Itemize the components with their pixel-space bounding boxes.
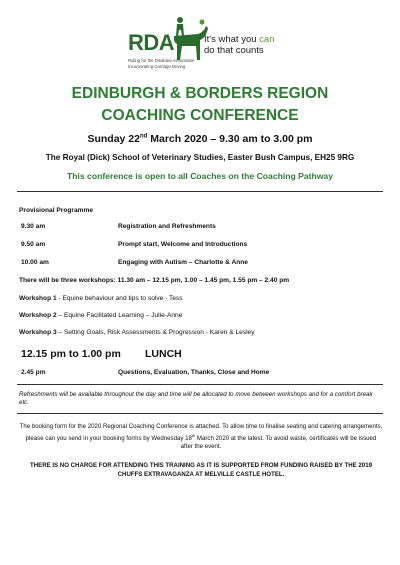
event-date: Sunday 22nd March 2020 – 9.30 am to 3.00 pm bbox=[87, 133, 313, 145]
logo-tagline-line-1: It's what you can bbox=[204, 34, 275, 45]
programme-activity: Registration and Refreshments bbox=[118, 223, 216, 230]
rda-logo bbox=[128, 16, 288, 78]
booking-info: The booking form for the 2020 Regional Coaching Conference is attached. To allow time to finalise seating and catering arrangements, please can you send in your booking forms by Wednesday 18th March 2020 at the latest. To avoid waste, certificates will be issued after the event. bbox=[19, 423, 383, 451]
title-conference: COACHING CONFERENCE bbox=[101, 107, 299, 124]
divider-bottom bbox=[17, 413, 383, 414]
workshop-item: Workshop 2 – Equine Facilitated Learning – Julie-Anne bbox=[19, 312, 183, 319]
programme-time: 9.50 am bbox=[21, 241, 46, 248]
refreshments-note: Refreshments will be available throughout the day and time will be allocated to move between workshops and for a comfort break etc. bbox=[19, 391, 373, 406]
open-statement: This conference is open to all Coaches on the Coaching Pathway bbox=[67, 171, 333, 181]
title-region: EDINBURGH & BORDERS REGION bbox=[71, 85, 329, 102]
programme-time: 9.30 am bbox=[21, 223, 46, 230]
lunch-time: 12.15 pm to 1.00 pm bbox=[21, 348, 121, 360]
divider-top bbox=[17, 191, 383, 192]
divider-middle bbox=[17, 384, 383, 385]
workshops-intro: There will be three workshops: 11.30 am – 12.15 pm, 1.00 – 1.45 pm, 1.55 pm – 2.40 pm bbox=[19, 277, 290, 284]
event-venue: The Royal (Dick) School of Veterinary Studies, Easter Bush Campus, EH25 9RG bbox=[45, 153, 355, 162]
programme-activity: Questions, Evaluation, Thanks, Close and Home bbox=[118, 369, 270, 376]
logo-wordmark: RDA bbox=[128, 30, 175, 55]
logo-subline-1: Riding for the Disabled Association bbox=[128, 58, 195, 63]
programme-activity: Prompt start, Welcome and Introductions bbox=[118, 241, 248, 248]
programme-activity: Engaging with Autism – Charlotte & Anne bbox=[118, 259, 248, 266]
workshop-item: Workshop 3 – Setting Goals, Risk Assessments & Progression - Karen & Lesley bbox=[19, 329, 255, 336]
lunch-label: LUNCH bbox=[145, 348, 182, 360]
logo-subline-2: Incorporating Carriage Driving bbox=[128, 64, 186, 69]
programme-time: 10.00 am bbox=[21, 259, 49, 266]
programme-time: 2.45 pm bbox=[21, 369, 46, 376]
no-charge-notice: THERE IS NO CHARGE FOR ATTENDING THIS TRAINING AS IT IS SUPPORTED FROM FUNDING RAISED BY THE 2019 CHUFFS EXTRAVAGANZA AT MELVILLE CASTLE HOTEL. bbox=[30, 462, 372, 478]
workshop-item: Workshop 1 - Equine behaviour and tips to solve - Tess bbox=[19, 295, 183, 302]
programme-heading: Provisional Programme bbox=[19, 207, 94, 214]
logo-tagline-line-2: do that counts bbox=[204, 45, 264, 56]
